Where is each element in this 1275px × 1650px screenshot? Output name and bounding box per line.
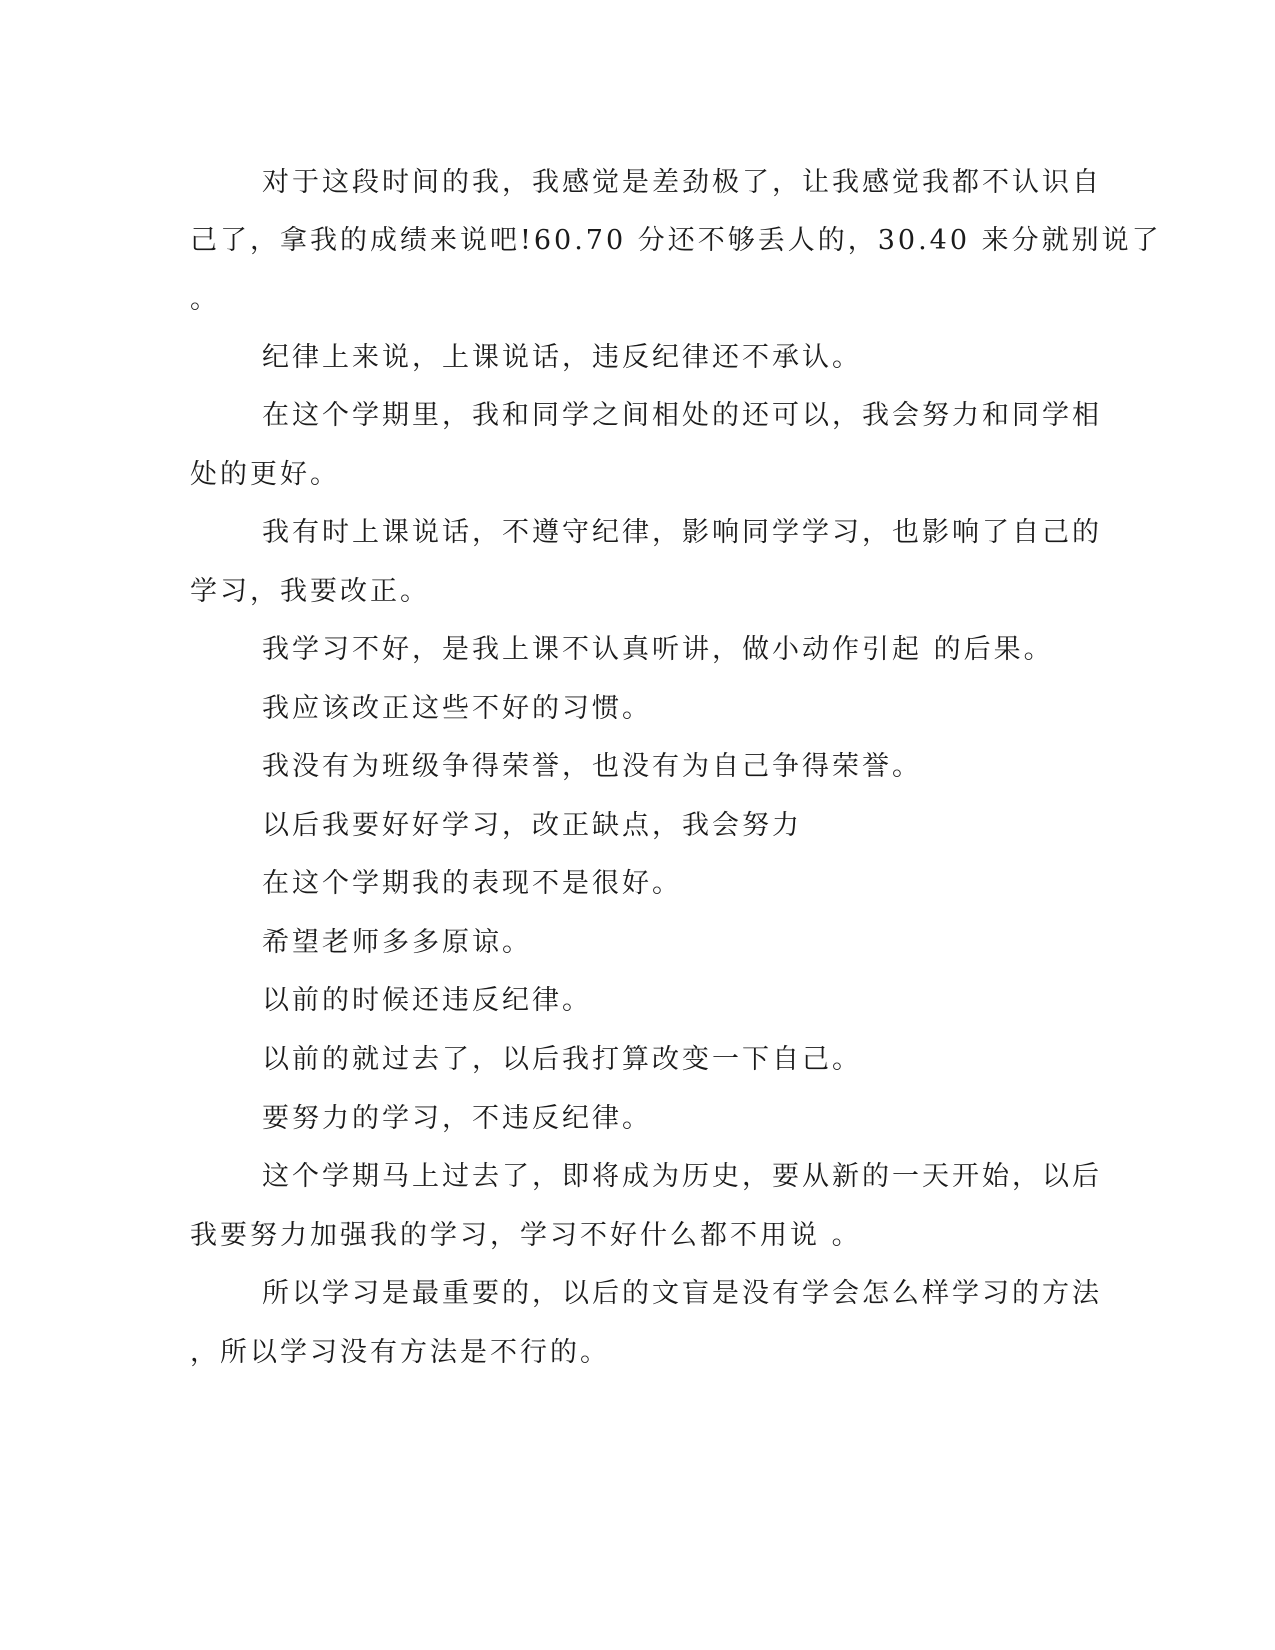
paragraph-3-line-2: 处的更好。 bbox=[190, 459, 340, 490]
paragraph-1-line-3: 。 bbox=[190, 284, 220, 315]
paragraph-15-line-1: 所以学习是最重要的，以后的文盲是没有学会怎么样学习的方法 bbox=[262, 1278, 1102, 1309]
paragraph-4-line-1: 我有时上课说话，不遵守纪律，影响同学学习，也影响了自己的 bbox=[262, 517, 1102, 548]
paragraph-3-line-1: 在这个学期里，我和同学之间相处的还可以，我会努力和同学相 bbox=[262, 400, 1102, 431]
paragraph-2: 纪律上来说，上课说话，违反纪律还不承认。 bbox=[262, 342, 862, 373]
paragraph-14-line-1: 这个学期马上过去了，即将成为历史，要从新的一天开始，以后 bbox=[262, 1161, 1102, 1192]
paragraph-1-line-1: 对于这段时间的我，我感觉是差劲极了，让我感觉我都不认识自 bbox=[262, 167, 1102, 198]
paragraph-7: 我没有为班级争得荣誉，也没有为自己争得荣誉。 bbox=[262, 751, 922, 782]
paragraph-10: 希望老师多多原谅。 bbox=[262, 927, 532, 958]
paragraph-6: 我应该改正这些不好的习惯。 bbox=[262, 693, 652, 724]
paragraph-5: 我学习不好，是我上课不认真听讲，做小动作引起 的后果。 bbox=[262, 634, 1054, 665]
paragraph-9: 在这个学期我的表现不是很好。 bbox=[262, 868, 682, 899]
paragraph-15-line-2: ，所以学习没有方法是不行的。 bbox=[190, 1337, 610, 1368]
paragraph-8: 以后我要好好学习，改正缺点，我会努力 bbox=[262, 810, 802, 841]
paragraph-11: 以前的时候还违反纪律。 bbox=[262, 985, 592, 1016]
paragraph-4-line-2: 学习，我要改正。 bbox=[190, 576, 430, 607]
paragraph-12: 以前的就过去了，以后我打算改变一下自己。 bbox=[262, 1044, 862, 1075]
paragraph-14-line-2: 我要努力加强我的学习，学习不好什么都不用说 。 bbox=[190, 1220, 862, 1251]
paragraph-1-line-2: 己了，拿我的成绩来说吧!60.70 分还不够丢人的，30.40 来分就别说了 bbox=[190, 225, 1162, 256]
paragraph-13: 要努力的学习，不违反纪律。 bbox=[262, 1103, 652, 1134]
